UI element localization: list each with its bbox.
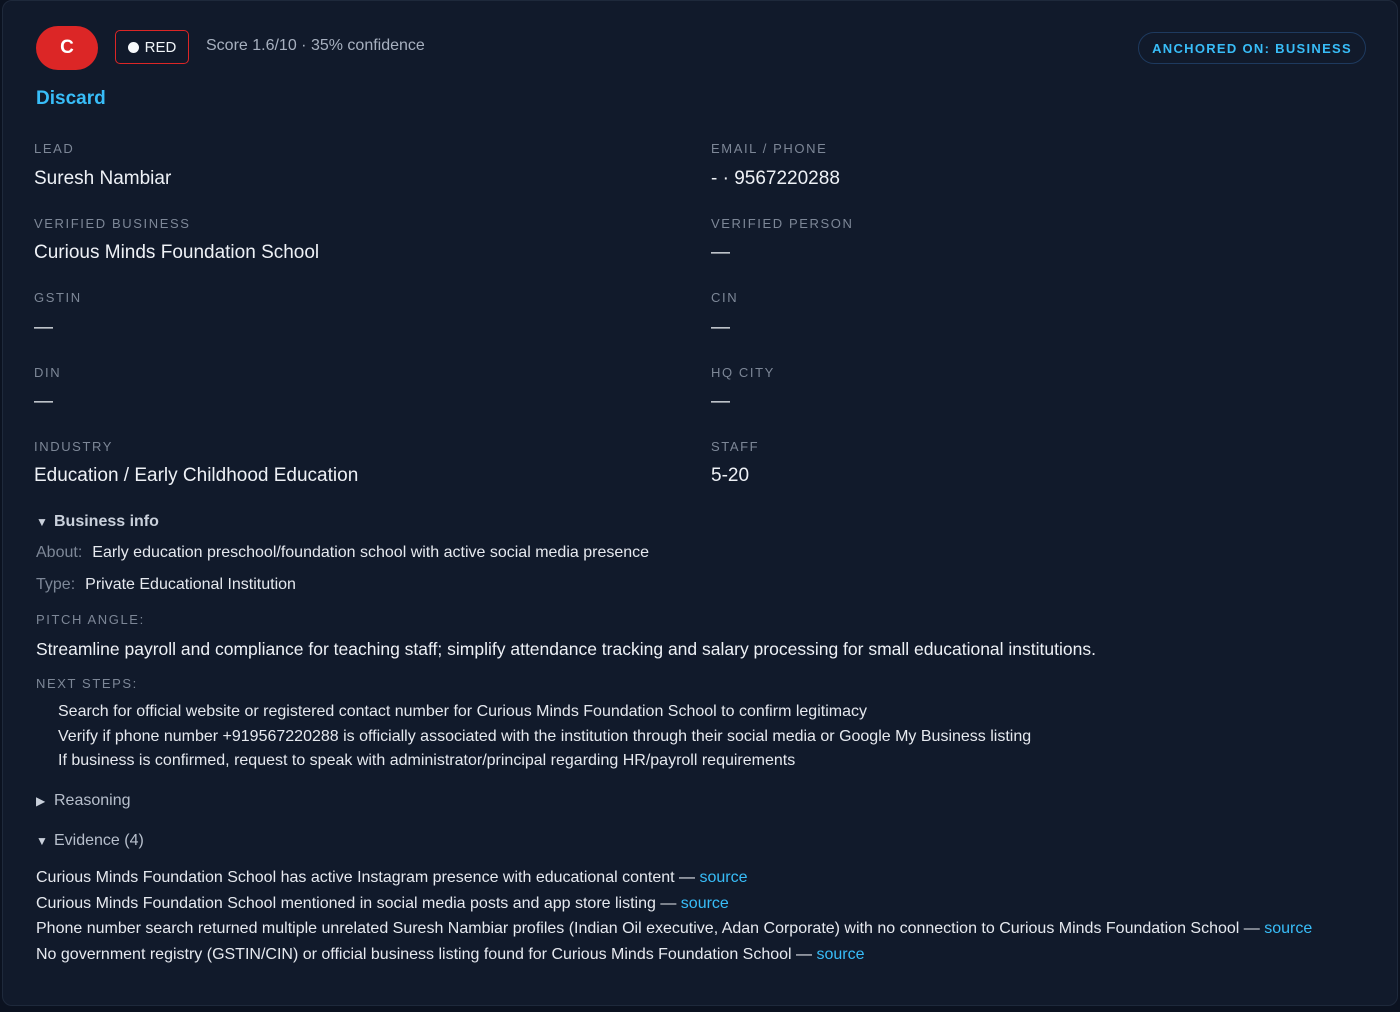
lead-label: LEAD bbox=[34, 141, 75, 156]
cin-label: CIN bbox=[711, 290, 739, 305]
triangle-down-icon: ▼ bbox=[36, 515, 48, 529]
din-label: DIN bbox=[34, 365, 62, 380]
list-item: Search for official website or registered contact number for Curious Minds Foundation School to confirm legitimacy bbox=[58, 703, 867, 720]
hq-city-label: HQ CITY bbox=[711, 365, 775, 380]
grade-badge: C bbox=[36, 26, 98, 70]
industry-label: INDUSTRY bbox=[34, 439, 114, 454]
business-info-toggle[interactable] bbox=[36, 513, 159, 531]
list-item: Verify if phone number +919567220288 is officially associated with the institution through their social media or Google My Business listing bbox=[58, 727, 1032, 745]
about-row bbox=[36, 544, 649, 562]
source-link[interactable]: source bbox=[816, 945, 865, 963]
pitch-angle-text: Streamline payroll and compliance for teaching staff; simplify attendance tracking and salary processing for small educational institutions. bbox=[36, 639, 1096, 659]
gstin-value: — bbox=[34, 317, 53, 338]
status-dot-icon bbox=[128, 42, 139, 53]
staff-label: STAFF bbox=[711, 439, 760, 454]
cin-value: — bbox=[711, 317, 730, 338]
evidence-list bbox=[36, 867, 1312, 969]
list-item bbox=[36, 918, 1312, 944]
verified-person-value: — bbox=[711, 242, 730, 263]
type-key: Type: bbox=[36, 576, 76, 593]
next-steps-list bbox=[58, 701, 1031, 775]
source-link[interactable]: source bbox=[1264, 920, 1313, 937]
source-link[interactable]: source bbox=[699, 869, 748, 886]
din-value: — bbox=[34, 391, 53, 412]
type-value: Private Educational Institution bbox=[85, 576, 296, 593]
list-item bbox=[36, 867, 1312, 893]
hq-city-value: — bbox=[711, 391, 730, 412]
next-steps-label: NEXT STEPS: bbox=[36, 676, 138, 691]
about-key: About: bbox=[36, 544, 83, 561]
industry-value: Education / Early Childhood Education bbox=[34, 465, 359, 486]
lead-value: Suresh Nambiar bbox=[34, 168, 172, 189]
anchored-badge: ANCHORED ON: BUSINESS bbox=[1138, 32, 1366, 64]
email-phone-label: EMAIL / PHONE bbox=[711, 141, 828, 156]
list-item: If business is confirmed, request to speak with administrator/principal regarding HR/payroll requirements bbox=[58, 752, 796, 769]
evidence-toggle[interactable] bbox=[36, 832, 144, 850]
lead-card bbox=[2, 0, 1398, 1006]
reasoning-label: Reasoning bbox=[54, 792, 131, 809]
staff-value: 5-20 bbox=[711, 465, 750, 486]
triangle-right-icon: ▶ bbox=[36, 794, 46, 808]
about-value: Early education preschool/foundation school with active social media presence bbox=[92, 544, 650, 561]
evidence-label: Evidence (4) bbox=[54, 832, 144, 849]
triangle-down-icon: ▼ bbox=[36, 834, 48, 848]
list-item bbox=[36, 893, 1312, 919]
discard-button[interactable]: Discard bbox=[36, 88, 106, 109]
verified-business-label: VERIFIED BUSINESS bbox=[34, 216, 191, 231]
status-badge bbox=[115, 30, 189, 64]
source-link[interactable]: source bbox=[680, 894, 729, 912]
status-label: RED bbox=[144, 38, 177, 56]
gstin-label: GSTIN bbox=[34, 290, 82, 305]
evidence-text: Curious Minds Foundation School mentioned in social media posts and app store listing — bbox=[36, 894, 681, 912]
email-phone-value: - · 9567220288 bbox=[711, 168, 840, 189]
evidence-text: Phone number search returned multiple unrelated Suresh Nambiar profiles (Indian Oil executive, Adan Corporate) with no connection to Curious Minds Foundation School — bbox=[36, 920, 1265, 937]
business-info-label: Business info bbox=[54, 513, 159, 530]
verified-person-label: VERIFIED PERSON bbox=[711, 216, 854, 231]
type-row bbox=[36, 576, 296, 594]
pitch-angle-label: PITCH ANGLE: bbox=[36, 612, 145, 627]
list-item bbox=[36, 944, 1312, 970]
verified-business-value: Curious Minds Foundation School bbox=[34, 242, 320, 263]
score-text: Score 1.6/10 · 35% confidence bbox=[206, 37, 425, 54]
evidence-text: No government registry (GSTIN/CIN) or official business listing found for Curious Minds Foundation School — bbox=[36, 945, 817, 963]
evidence-text: Curious Minds Foundation School has active Instagram presence with educational content — bbox=[36, 869, 700, 886]
reasoning-toggle[interactable] bbox=[36, 792, 131, 810]
